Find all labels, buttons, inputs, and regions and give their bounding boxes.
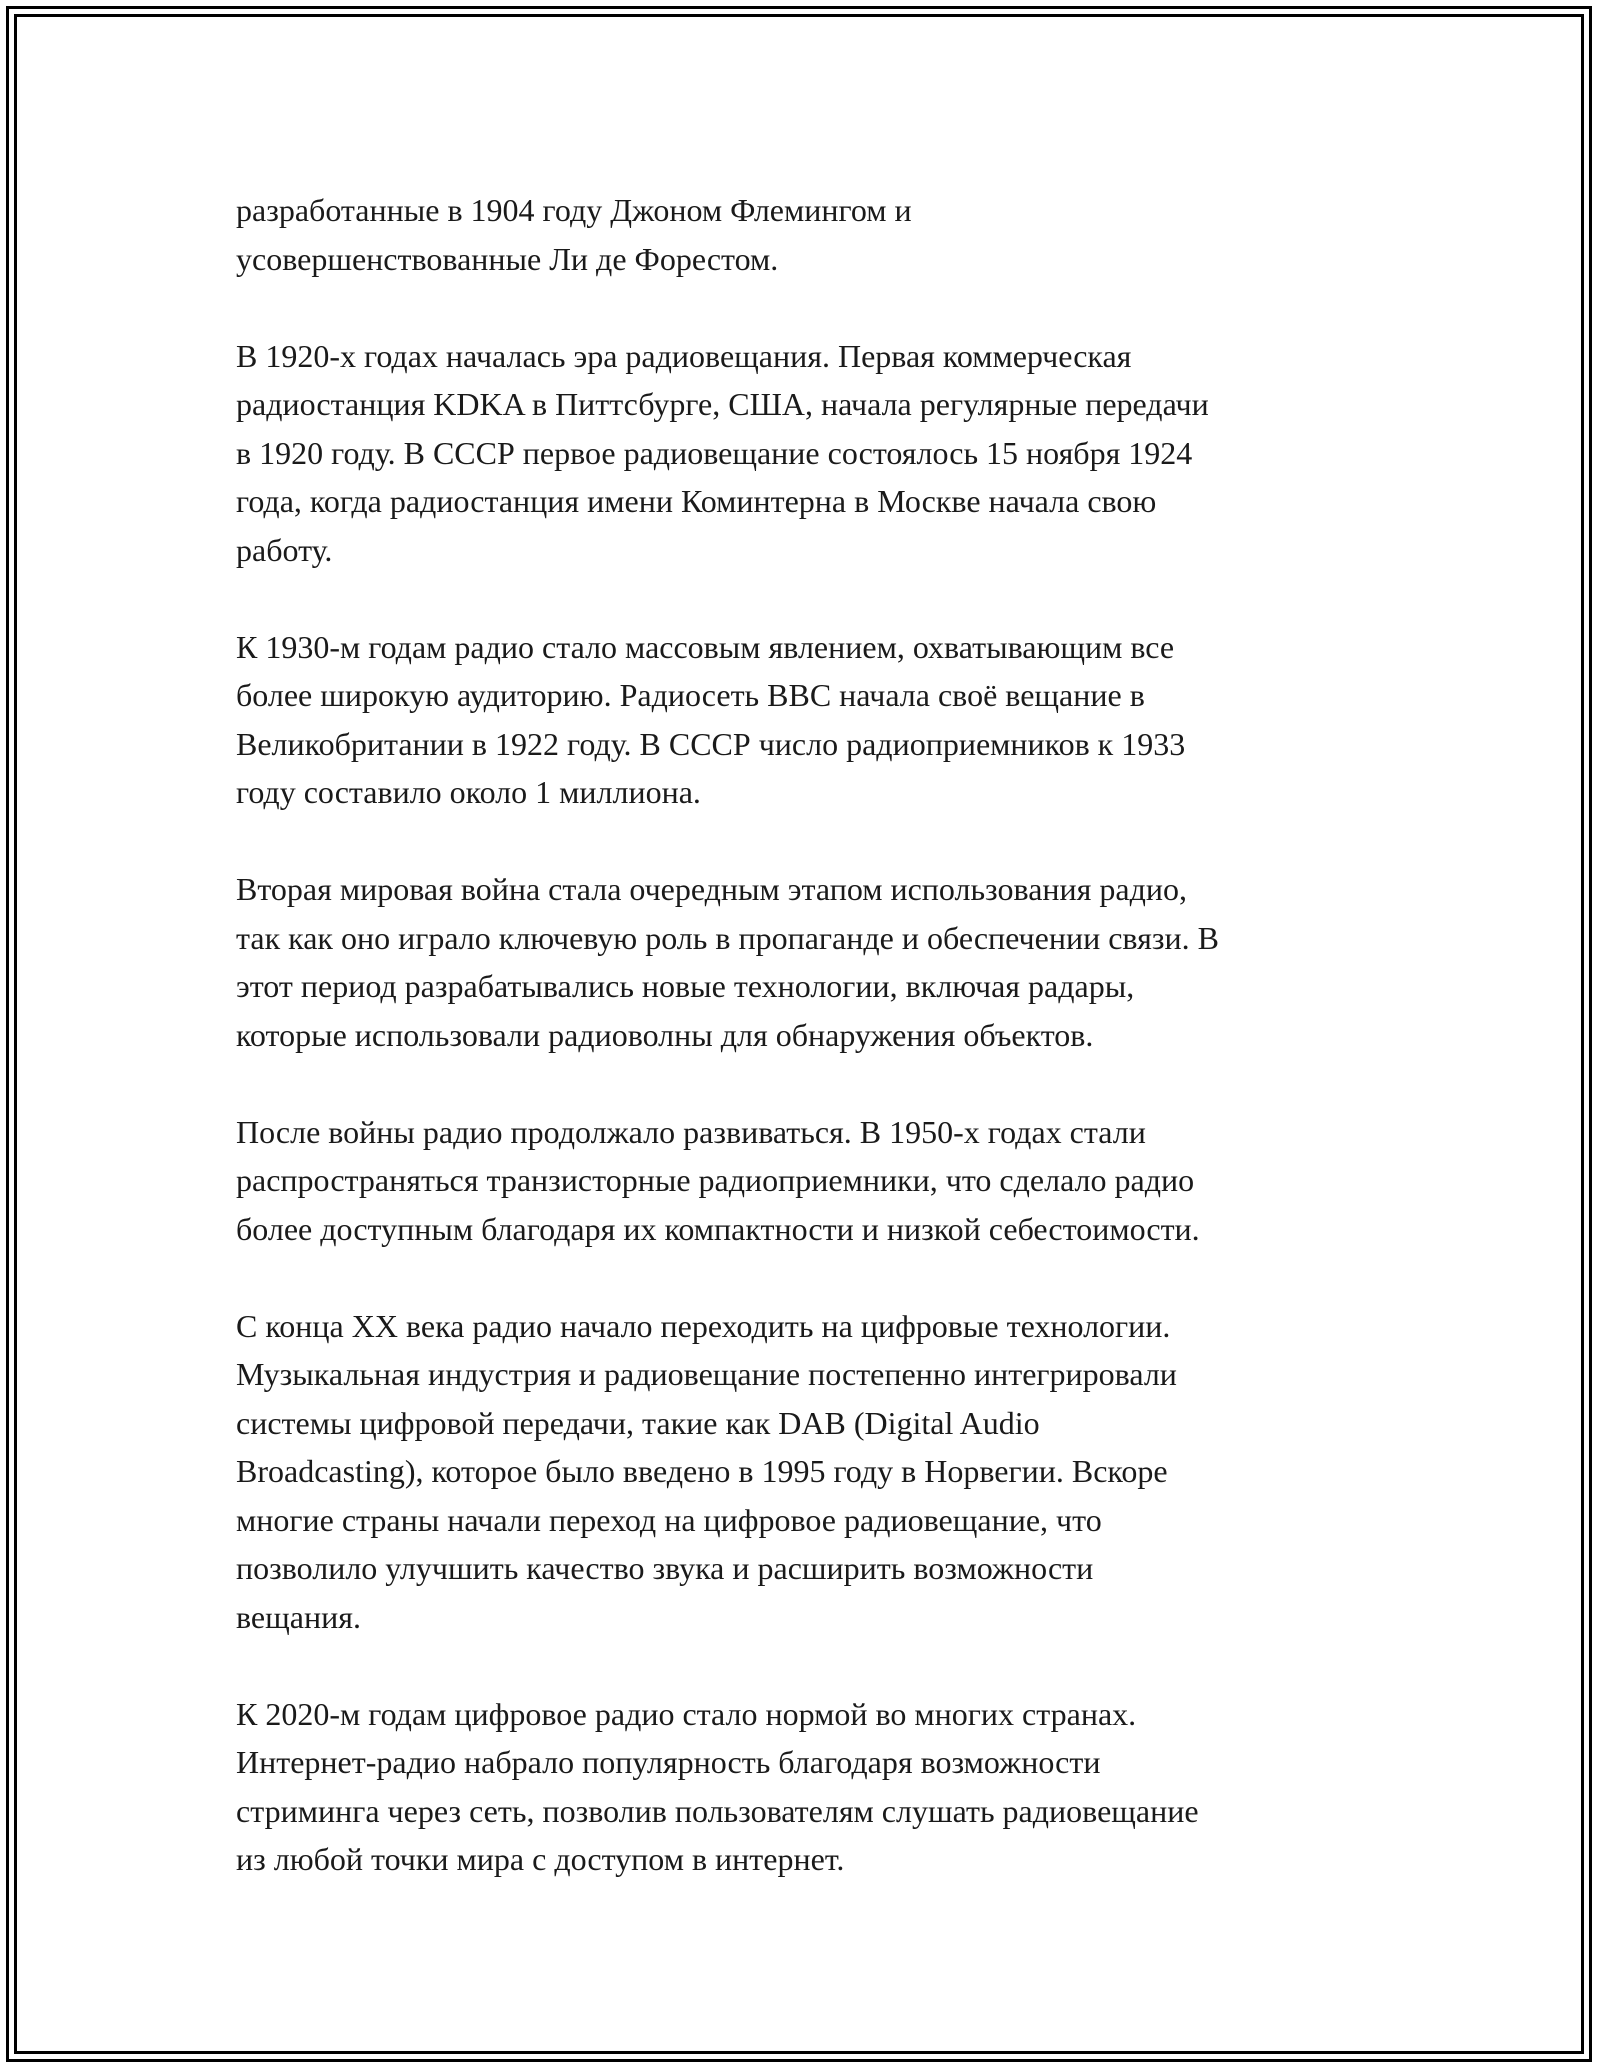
text-line: работу. (236, 531, 333, 568)
text-line: С конца XX века радио начало переходить на цифровые технологии. (236, 1307, 1171, 1344)
text-line: более доступным благодаря их компактности и низкой себестоимости. (236, 1210, 1200, 1247)
text-line: Музыкальная индустрия и радиовещание постепенно интегрировали (236, 1356, 1177, 1392)
text-line: Великобритании в 1922 году. В СССР число радиоприемников к 1933 (236, 725, 1186, 762)
text-line: усовершенствованные Ли де Форестом. (236, 240, 779, 277)
text-line: радиостанция KDKA в Питтсбурге, США, начала регулярные передачи (236, 386, 1209, 422)
text-line: более широкую аудиторию. Радиосеть BBC начала своё вещание в (236, 677, 1145, 713)
text-line: году составило около 1 миллиона. (236, 774, 701, 810)
text-line: в 1920 году. В СССР первое радиовещание состоялось 15 ноября 1924 (236, 434, 1193, 471)
document-body (236, 186, 1396, 1932)
text-line: Вторая мировая война стала очередным этапом использования радио, (236, 871, 1187, 907)
paragraph-5 (236, 1108, 1396, 1254)
text-line: вещания. (236, 1598, 361, 1635)
paragraph-1 (236, 186, 1396, 283)
text-line: распространяться транзисторные радиоприемники, что сделало радио (236, 1162, 1195, 1198)
text-line: разработанные в 1904 году Джоном Флемингом и (236, 192, 912, 228)
text-line: Интернет-радио набрало популярность благодаря возможности (236, 1744, 1101, 1780)
paragraph-3 (236, 623, 1396, 817)
text-line: После войны радио продолжало развиваться. В 1950-х годах стали (236, 1113, 1146, 1150)
text-line: В 1920-х годах началась эра радиовещания. Первая коммерческая (236, 337, 1132, 374)
text-line: позволило улучшить качество звука и расширить возможности (236, 1550, 1094, 1586)
text-line: так как оно играло ключевую роль в пропаганде и обеспечении связи. В (236, 919, 1219, 956)
text-line: Broadcasting), которое было введено в 1995 году в Норвегии. Вскоре (236, 1453, 1168, 1489)
paragraph-4 (236, 865, 1396, 1059)
paragraph-6 (236, 1302, 1396, 1642)
text-line: этот период разрабатывались новые технологии, включая радары, (236, 968, 1135, 1004)
text-line: года, когда радиостанция имени Коминтерна в Москве начала свою (236, 483, 1157, 519)
text-line: из любой точки мира с доступом в интернет. (236, 1841, 845, 1877)
text-line: многие страны начали переход на цифровое радиовещание, что (236, 1501, 1102, 1538)
text-line: которые использовали радиоволны для обнаружения объектов. (236, 1016, 1094, 1053)
paragraph-7 (236, 1690, 1396, 1884)
text-line: К 2020-м годам цифровое радио стало нормой во многих странах. (236, 1695, 1137, 1732)
text-line: системы цифровой передачи, такие как DAB (Digital Audio (236, 1404, 1040, 1441)
text-line: стриминга через сеть, позволив пользователям слушать радиовещание (236, 1792, 1199, 1829)
paragraph-2 (236, 332, 1396, 575)
text-line: К 1930-м годам радио стало массовым явлением, охватывающим все (236, 628, 1175, 665)
